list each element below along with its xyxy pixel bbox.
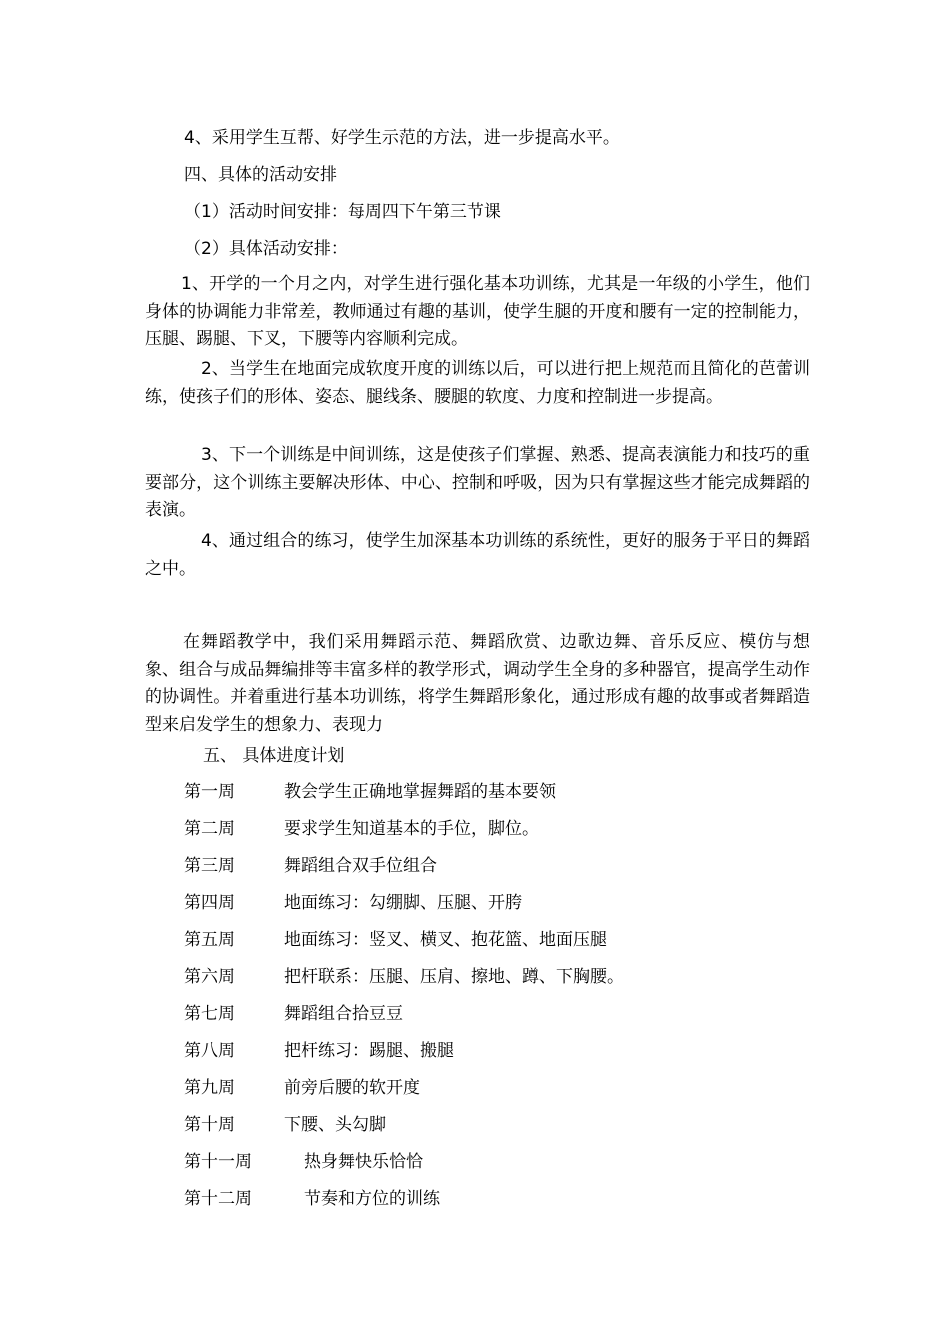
week-label: 第七周	[184, 1004, 235, 1024]
week-label: 第十周	[184, 1115, 235, 1135]
week-content: 要求学生知道基本的手位，脚位。	[284, 819, 539, 839]
week-label: 第十二周	[184, 1189, 252, 1209]
activity-arrangement-heading: （2）具体活动安排：	[184, 239, 348, 259]
week-content: 热身舞快乐恰恰	[304, 1152, 423, 1172]
week-content: 前旁后腰的软开度	[284, 1078, 420, 1098]
week-label: 第三周	[184, 856, 235, 876]
intro-item: 4、采用学生互帮、好学生示范的方法，进一步提高水平。	[184, 128, 620, 148]
week-content: 教会学生正确地掌握舞蹈的基本要领	[284, 782, 556, 802]
activity-item-4: 4、通过组合的练习，使学生加深基本功训练的系统性，更好的服务于平日的舞蹈之中。	[145, 531, 810, 579]
week-label: 第一周	[184, 782, 235, 802]
activity-item-3: 3、下一个训练是中间训练，这是使孩子们掌握、熟悉、提高表演能力和技巧的重要部分，这个训练主要解决形体、中心、控制和呼吸，因为只有掌握这些才能完成舞蹈的表演。	[145, 445, 810, 520]
week-label: 第二周	[184, 819, 235, 839]
teaching-paragraph: 在舞蹈教学中，我们采用舞蹈示范、舞蹈欣赏、边歌边舞、音乐反应、模仿与想象、组合与成品舞编排等丰富多样的教学形式，调动学生全身的多种器官，提高学生动作的协调性。并着重进行基本功训练，将学生舞蹈形象化，通过形成有趣的故事或者舞蹈造型来启发学生的想象力、表现力	[145, 632, 810, 735]
week-content: 把杆联系：压腿、压肩、擦地、蹲、下胸腰。	[284, 967, 624, 987]
week-label: 第六周	[184, 967, 235, 987]
week-content: 地面练习：竖叉、横叉、抱花篮、地面压腿	[284, 930, 607, 950]
week-label: 第五周	[184, 930, 235, 950]
activity-item-1: 1、开学的一个月之内，对学生进行强化基本功训练，尤其是一年级的小学生，他们身体的协调能力非常差，教师通过有趣的基训，使学生腿的开度和腰有一定的控制能力，压腿、踢腿、下叉，下腰等内容顺利完成。	[145, 274, 810, 349]
section-five-heading: 五、 具体进度计划	[203, 746, 345, 766]
week-content: 下腰、头勾脚	[284, 1115, 386, 1135]
week-label: 第八周	[184, 1041, 235, 1061]
week-content: 地面练习：勾绷脚、压腿、开胯	[284, 893, 522, 913]
week-content: 把杆练习：踢腿、搬腿	[284, 1041, 454, 1061]
activity-time: （1）活动时间安排：每周四下午第三节课	[184, 202, 501, 222]
activity-item-2: 2、当学生在地面完成软度开度的训练以后，可以进行把上规范而且简化的芭蕾训练，使孩子们的形体、姿态、腿线条、腰腿的软度、力度和控制进一步提高。	[145, 359, 810, 407]
week-label: 第九周	[184, 1078, 235, 1098]
week-content: 节奏和方位的训练	[304, 1189, 440, 1209]
week-content: 舞蹈组合拾豆豆	[284, 1004, 403, 1024]
week-label: 第十一周	[184, 1152, 252, 1172]
section-four-heading: 四、具体的活动安排	[184, 165, 337, 185]
week-content: 舞蹈组合双手位组合	[284, 856, 437, 876]
week-label: 第四周	[184, 893, 235, 913]
